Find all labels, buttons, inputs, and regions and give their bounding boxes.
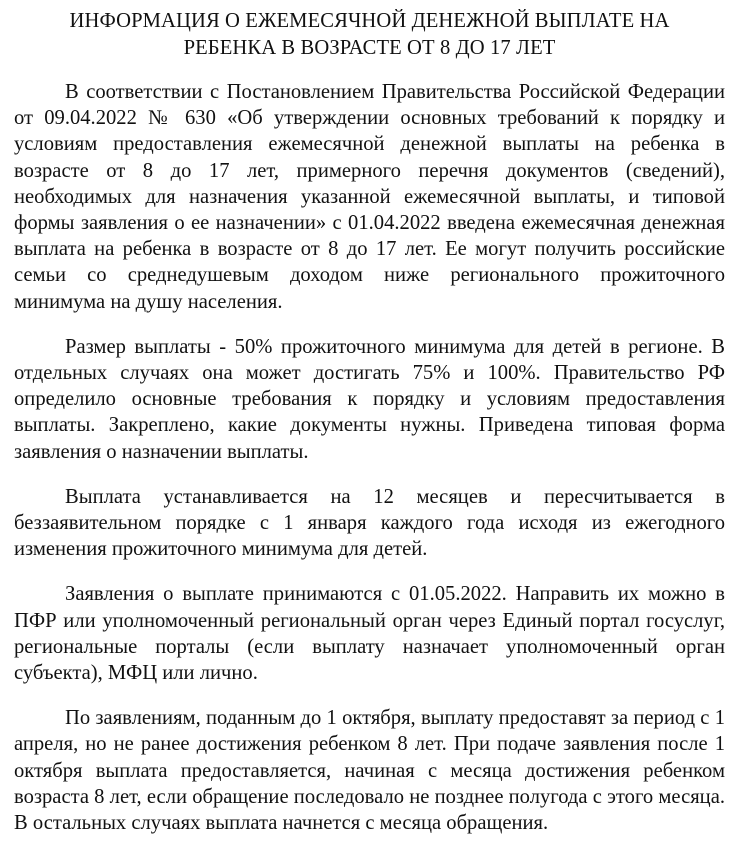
paragraph-payment-period: Выплата устанавливается на 12 месяцев и пересчитывается в беззаявительном порядке с 1 января каждого года исходя из ежегодного изменения прожиточного минимума для детей. [14, 485, 725, 561]
page-title [14, 8, 725, 61]
paragraph-payment-amount: Размер выплаты - 50% прожиточного минимума для детей в регионе. В отдельных случаях она может достигать 75% и 100%. Правительство РФ определило основные требования к порядку и условиям предоставления выплаты. Закреплено, какие документы нужны. Приведена типовая форма заявления о назначении выплаты. [14, 335, 725, 463]
paragraph-payment-start: По заявлениям, поданным до 1 октября, выплату предоставят за период с 1 апреля, но не ранее достижения ребенком 8 лет. При подаче заявления после 1 октября выплата предоставляется, начиная с месяца достижения ребенком возраста 8 лет, если обращение последовало не позднее полугода с этого месяца. В остальных случаях выплата начнется с месяца обращения. [14, 707, 725, 835]
paragraph-application-submission: Заявления о выплате принимаются с 01.05.2022. Направить их можно в ПФР или уполномоченный региональный орган через Единый портал госуслуг, региональные порталы (если выплату назначает уполномоченный орган субъекта), МФЦ или лично. [14, 583, 725, 685]
title-line-2: РЕБЕНКА В ВОЗРАСТЕ ОТ 8 ДО 17 ЛЕТ [183, 36, 556, 59]
paragraph-legal-basis: В соответствии с Постановлением Правительства Российской Федерации от 09.04.2022 № 630 «Об утверждении основных требований к порядку и условиям предоставления ежемесячной денежной выплаты на ребенка в возрасте от 8 до 17 лет, примерного перечня документов (сведений), необходимых для назначения указанной ежемесячной выплаты, и типовой формы заявления о ее назначении» с 01.04.2022 введена ежемесячная денежная выплата на ребенка в возрасте от 8 до 17 лет. Ее могут получить российские семьи со среднедушевым доходом ниже регионального прожиточного минимума на душу населения. [14, 81, 725, 313]
title-line-1: ИНФОРМАЦИЯ О ЕЖЕМЕСЯЧНОЙ ДЕНЕЖНОЙ ВЫПЛАТЕ НА [69, 10, 670, 32]
